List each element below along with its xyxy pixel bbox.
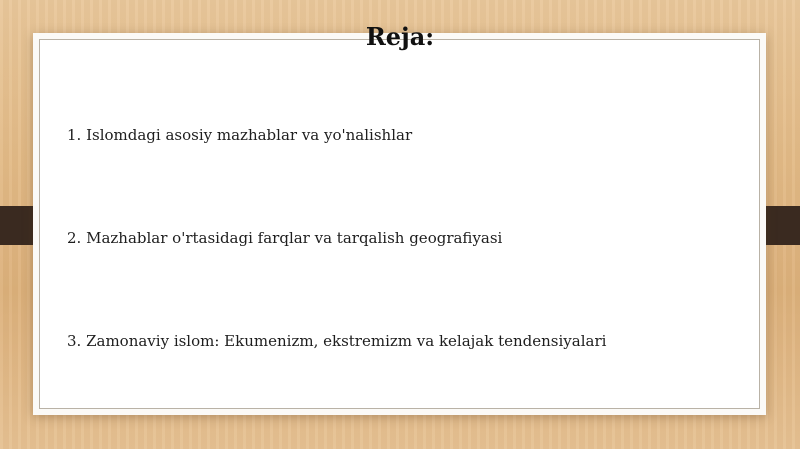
- content-card: [33, 33, 766, 415]
- content-card-border: [39, 39, 760, 409]
- plan-item: 3. Zamonaviy islom: Ekumenizm, ekstremizm va kelajak tendensiyalari: [67, 332, 607, 350]
- plan-item: 2. Mazhablar o'rtasidagi farqlar va tarqalish geografiyasi: [67, 229, 503, 247]
- slide-title: Reja:: [365, 22, 435, 51]
- plan-item: 1. Islomdagi asosiy mazhablar va yo'nalishlar: [67, 126, 413, 144]
